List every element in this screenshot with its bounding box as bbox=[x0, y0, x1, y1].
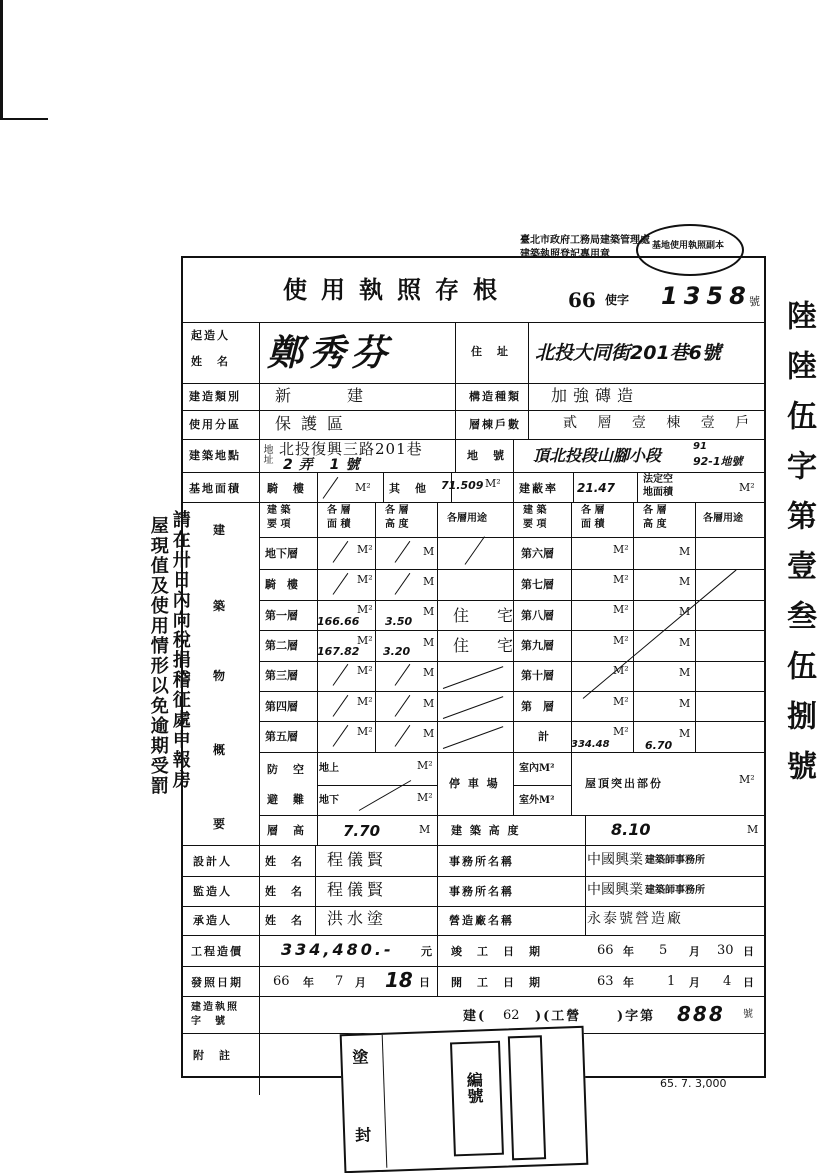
hdr-height-1: 各 層 bbox=[385, 505, 409, 516]
lot-label: 地 號 bbox=[467, 449, 506, 462]
floor-area-unit: M² bbox=[613, 573, 629, 586]
footer-print: 65. 7. 3,000 bbox=[660, 1077, 727, 1090]
supervisor-name-label: 姓 名 bbox=[265, 885, 304, 898]
floor-name: 地下層 bbox=[265, 547, 298, 560]
issue-month-unit: 月 bbox=[355, 976, 368, 989]
finish-label: 竣 工 日 期 bbox=[451, 945, 542, 958]
seal-stamp bbox=[340, 1026, 589, 1173]
coverage-label: 建蔽率 bbox=[519, 482, 558, 495]
left-note-col2: 屋現值及使用情形以免逾期受罰 bbox=[147, 516, 169, 796]
floor-name: 第五層 bbox=[265, 730, 298, 743]
bldg-side-1: 建 bbox=[213, 523, 228, 537]
blank-slash bbox=[333, 695, 349, 717]
supervisor-label: 監造人 bbox=[193, 885, 232, 898]
other-unit: M² bbox=[485, 477, 501, 490]
hdr-use: 各層用途 bbox=[447, 513, 487, 524]
hdr-height-r1: 各 層 bbox=[643, 505, 667, 516]
arcade-label: 騎 樓 bbox=[267, 482, 306, 495]
contractor-name-label: 姓 名 bbox=[265, 914, 304, 927]
floor-height-unit: M bbox=[423, 697, 435, 710]
floor-height-unit: M bbox=[423, 575, 435, 588]
parking-indoor: 室內M² bbox=[519, 763, 555, 774]
hdr-height-2: 高 度 bbox=[385, 519, 409, 530]
blank-slash bbox=[333, 541, 349, 563]
legal-open-label2: 地面積 bbox=[643, 487, 673, 498]
blank-slash bbox=[395, 541, 411, 563]
floor-area-unit: M² bbox=[357, 634, 373, 647]
owner-address-label: 住 址 bbox=[471, 345, 510, 358]
license-year: 66 bbox=[568, 288, 596, 312]
floor-height-unit: M bbox=[679, 697, 691, 710]
seal-mark bbox=[508, 1035, 546, 1160]
roof-label: 屋頂突出部份 bbox=[585, 777, 663, 790]
supervisor-office-suffix: 建築師事務所 bbox=[645, 885, 705, 896]
remarks-label: 附 註 bbox=[193, 1049, 232, 1062]
finish-year-unit: 年 bbox=[623, 945, 636, 958]
floor-1-area: 166.66 bbox=[317, 615, 360, 628]
floor-area-unit: M² bbox=[613, 695, 629, 708]
bldg-side-2: 築 bbox=[213, 599, 228, 613]
build-type-label: 建造類別 bbox=[189, 390, 241, 403]
designer-office: 中國興業 bbox=[587, 852, 643, 868]
roof-unit: M² bbox=[739, 773, 755, 786]
site-label: 建築地點 bbox=[189, 449, 241, 462]
floor-name: 第十層 bbox=[521, 669, 554, 682]
shelter-label-1: 防 空 bbox=[267, 763, 306, 776]
bldg-height-label: 建 築 高 度 bbox=[451, 824, 521, 837]
owner-address: 北投大同街201巷6號 bbox=[535, 342, 721, 364]
floor-area-unit: M² bbox=[613, 725, 629, 738]
permit-label-1: 建造執照 bbox=[191, 1002, 239, 1013]
site-address-line2: 2弄 1號 bbox=[283, 457, 366, 473]
other-label: 其 他 bbox=[389, 482, 428, 495]
bldg-side-5: 要 bbox=[213, 817, 228, 831]
floor-area-unit: M² bbox=[357, 603, 373, 616]
floor-2-area: 167.82 bbox=[317, 645, 360, 658]
site-address-tag: 地址 bbox=[261, 444, 272, 464]
total-height: 6.70 bbox=[645, 739, 673, 752]
parking-outdoor: 室外M² bbox=[519, 795, 555, 806]
floor-area-unit: M² bbox=[613, 664, 629, 677]
license-form bbox=[181, 256, 766, 1078]
floor-height-unit: M bbox=[423, 666, 435, 679]
blank-slash bbox=[443, 726, 503, 749]
cost-label: 工程造價 bbox=[191, 945, 243, 958]
blank-slash bbox=[395, 664, 411, 686]
hdr-use-r: 各層用途 bbox=[703, 513, 743, 524]
license-word: 使字 bbox=[605, 293, 630, 307]
designer-name: 程儀賢 bbox=[327, 850, 388, 869]
contractor-factory: 永泰號營造廠 bbox=[587, 911, 683, 927]
contractor-factory-label: 營造廠名稱 bbox=[449, 914, 514, 927]
floor-name: 第一層 bbox=[265, 609, 298, 622]
hdr-height-r2: 高 度 bbox=[643, 519, 667, 530]
arcade-blank-slash bbox=[323, 477, 339, 499]
owner-name-label: 姓 名 bbox=[191, 355, 230, 368]
floor-name: 騎 樓 bbox=[265, 578, 298, 591]
permit-suffix: )字第 bbox=[617, 1009, 656, 1024]
floors-label: 層棟戶數 bbox=[469, 418, 521, 431]
blank-slash bbox=[465, 536, 485, 564]
floor-name: 第七層 bbox=[521, 578, 554, 591]
floors-value: 貳 層 壹 棟 壹 戶 bbox=[563, 415, 758, 431]
floor-2-height: 3.20 bbox=[383, 645, 411, 658]
supervisor-office: 中國興業 bbox=[587, 882, 643, 898]
floor-height-value: 7.70 bbox=[343, 822, 381, 840]
finish-day-unit: 日 bbox=[743, 945, 756, 958]
floor-total-label: 計 bbox=[538, 730, 551, 743]
margin-mark bbox=[3, 118, 48, 120]
lot-number: 91 bbox=[693, 441, 707, 452]
structure-label: 構造種類 bbox=[469, 390, 521, 403]
shelter-below-unit: M² bbox=[417, 791, 433, 804]
floor-name: 第九層 bbox=[521, 639, 554, 652]
permit-label-2: 字 號 bbox=[191, 1016, 227, 1027]
contractor-name: 洪水塗 bbox=[327, 909, 388, 928]
floor-area-unit: M² bbox=[613, 634, 629, 647]
issue-day-unit: 日 bbox=[419, 976, 432, 989]
start-day-unit: 日 bbox=[743, 976, 756, 989]
seal-text: 編號 bbox=[464, 1071, 485, 1104]
bldg-side-4: 概 bbox=[213, 743, 228, 757]
floor-2-use: 住 宅 bbox=[453, 636, 520, 655]
start-label: 開 工 日 期 bbox=[451, 976, 542, 989]
bldg-side-3: 物 bbox=[213, 669, 228, 683]
right-stamp-text: 陸陸伍字第壹叁伍捌號 bbox=[781, 300, 816, 800]
floor-height-unit: M bbox=[679, 605, 691, 618]
parking-label: 停 車 場 bbox=[449, 777, 500, 790]
blank-diagonal bbox=[583, 570, 737, 699]
floor-area-unit: M² bbox=[357, 543, 373, 556]
designer-label: 設計人 bbox=[193, 855, 232, 868]
contractor-label: 承造人 bbox=[193, 914, 232, 927]
header-stamp-line1: 臺北市政府工務局建築管理處 bbox=[520, 235, 650, 246]
issue-month: 7 bbox=[335, 974, 344, 989]
floor-name: 第二層 bbox=[265, 639, 298, 652]
designer-name-label: 姓 名 bbox=[265, 855, 304, 868]
issue-year-unit: 年 bbox=[303, 976, 316, 989]
floor-name: 第八層 bbox=[521, 609, 554, 622]
hdr-items-1: 建 築 bbox=[267, 505, 291, 516]
header-stamp-line2: 建築執照登記專用章 bbox=[520, 249, 610, 260]
floor-height-unit: M bbox=[679, 636, 691, 649]
shelter-below: 地下 bbox=[319, 795, 339, 806]
floor-area-unit: M² bbox=[357, 725, 373, 738]
site-area-label: 基地面積 bbox=[189, 482, 241, 495]
permit-num: 62 bbox=[503, 1008, 520, 1023]
owner-name: 鄭秀芬 bbox=[267, 333, 394, 374]
floor-area-unit: M² bbox=[357, 695, 373, 708]
start-year-unit: 年 bbox=[623, 976, 636, 989]
arcade-unit: M² bbox=[355, 481, 371, 494]
license-suffix: 號 bbox=[749, 295, 760, 308]
hdr-area-r1: 各 層 bbox=[581, 505, 605, 516]
blank-slash bbox=[443, 666, 503, 689]
zone-value: 保護區 bbox=[275, 414, 354, 433]
start-day: 4 bbox=[723, 974, 732, 989]
shelter-above: 地上 bbox=[319, 763, 339, 774]
hdr-items-2: 要 項 bbox=[267, 519, 291, 530]
supervisor-name: 程儀賢 bbox=[327, 880, 388, 899]
other-value: 71.509 bbox=[441, 479, 484, 492]
seal-label-2: 封 bbox=[354, 1125, 372, 1145]
issue-year: 66 bbox=[273, 974, 290, 989]
floor-1-use: 住 宅 bbox=[453, 606, 520, 625]
blank-slash bbox=[395, 725, 411, 747]
floor-area-unit: M² bbox=[613, 603, 629, 616]
finish-month: 5 bbox=[659, 943, 668, 958]
hdr-items-r2: 要 項 bbox=[523, 519, 547, 530]
coverage-value: 21.47 bbox=[577, 481, 615, 495]
floor-height-unit: M bbox=[679, 545, 691, 558]
floor-height-value-unit: M bbox=[419, 823, 431, 836]
finish-day: 30 bbox=[717, 943, 734, 958]
floor-name: 第 層 bbox=[521, 700, 554, 713]
start-month-unit: 月 bbox=[689, 976, 702, 989]
blank-slash bbox=[443, 696, 503, 719]
floor-area-unit: M² bbox=[357, 664, 373, 677]
blank-slash bbox=[333, 725, 349, 747]
supervisor-office-label: 事務所名稱 bbox=[449, 885, 514, 898]
bldg-height-value: 8.10 bbox=[611, 820, 651, 839]
bldg-height-value-unit: M bbox=[747, 823, 759, 836]
blank-slash bbox=[333, 664, 349, 686]
floor-height-label: 層 高 bbox=[267, 824, 306, 837]
hdr-area-2: 面 積 bbox=[327, 519, 351, 530]
floor-height-unit: M bbox=[679, 575, 691, 588]
license-number: 1358 bbox=[661, 282, 752, 310]
owner-label: 起造人 bbox=[191, 329, 230, 342]
cost-unit: 元 bbox=[421, 945, 434, 958]
blank-slash bbox=[333, 573, 349, 595]
permit-prefix: 建( bbox=[463, 1009, 487, 1024]
finish-year: 66 bbox=[597, 943, 614, 958]
margin-mark bbox=[0, 0, 3, 120]
designer-office-label: 事務所名稱 bbox=[449, 855, 514, 868]
structure-value: 加強磚造 bbox=[551, 386, 640, 405]
floor-height-unit: M bbox=[423, 636, 435, 649]
hdr-area-r2: 面 積 bbox=[581, 519, 605, 530]
legal-open-label1: 法定空 bbox=[643, 474, 673, 485]
designer-office-suffix: 建築師事務所 bbox=[645, 855, 705, 866]
lot-number-2: 92-1地號 bbox=[693, 455, 743, 468]
build-type-value: 新 建 bbox=[275, 386, 384, 405]
permit-value: 888 bbox=[677, 1002, 725, 1026]
hdr-items-r1: 建 築 bbox=[523, 505, 547, 516]
start-year: 63 bbox=[597, 974, 614, 989]
issue-day: 18 bbox=[385, 968, 413, 992]
blank-slash bbox=[395, 695, 411, 717]
legal-open-unit: M² bbox=[739, 481, 755, 494]
shelter-above-unit: M² bbox=[417, 759, 433, 772]
floor-name: 第三層 bbox=[265, 669, 298, 682]
site-address-line1: 北投復興三路201巷 bbox=[279, 440, 423, 458]
floor-area-unit: M² bbox=[357, 573, 373, 586]
floor-height-unit: M bbox=[423, 727, 435, 740]
header-stamp-circle-text: 基地使用執照副本 bbox=[652, 241, 725, 251]
hdr-area-1: 各 層 bbox=[327, 505, 351, 516]
floor-name: 第六層 bbox=[521, 547, 554, 560]
blank-slash bbox=[395, 573, 411, 595]
shelter-label-2: 避 難 bbox=[267, 793, 306, 806]
zone-label: 使用分區 bbox=[189, 418, 241, 431]
floor-height-unit: M bbox=[679, 727, 691, 740]
start-month: 1 bbox=[667, 974, 676, 989]
permit-end: 號 bbox=[743, 1009, 753, 1020]
floor-height-unit: M bbox=[423, 605, 435, 618]
floor-area-unit: M² bbox=[613, 543, 629, 556]
floor-height-unit: M bbox=[679, 666, 691, 679]
floor-name: 第四層 bbox=[265, 700, 298, 713]
floor-height-unit: M bbox=[423, 545, 435, 558]
floor-1-height: 3.50 bbox=[385, 615, 413, 628]
issue-label: 發照日期 bbox=[191, 976, 243, 989]
permit-mid: )(工營 bbox=[535, 1009, 582, 1024]
form-title: 使用執照存根 bbox=[283, 275, 511, 304]
seal-label-1: 塗 bbox=[352, 1047, 369, 1067]
finish-month-unit: 月 bbox=[689, 945, 702, 958]
left-note-col1: 請在卅日內向稅捐稽征處申報房 bbox=[169, 510, 191, 790]
cost-value: 334,480.- bbox=[281, 940, 394, 959]
lot-value: 頂北投段山腳小段 bbox=[533, 446, 662, 465]
total-area: 334.48 bbox=[571, 739, 610, 750]
